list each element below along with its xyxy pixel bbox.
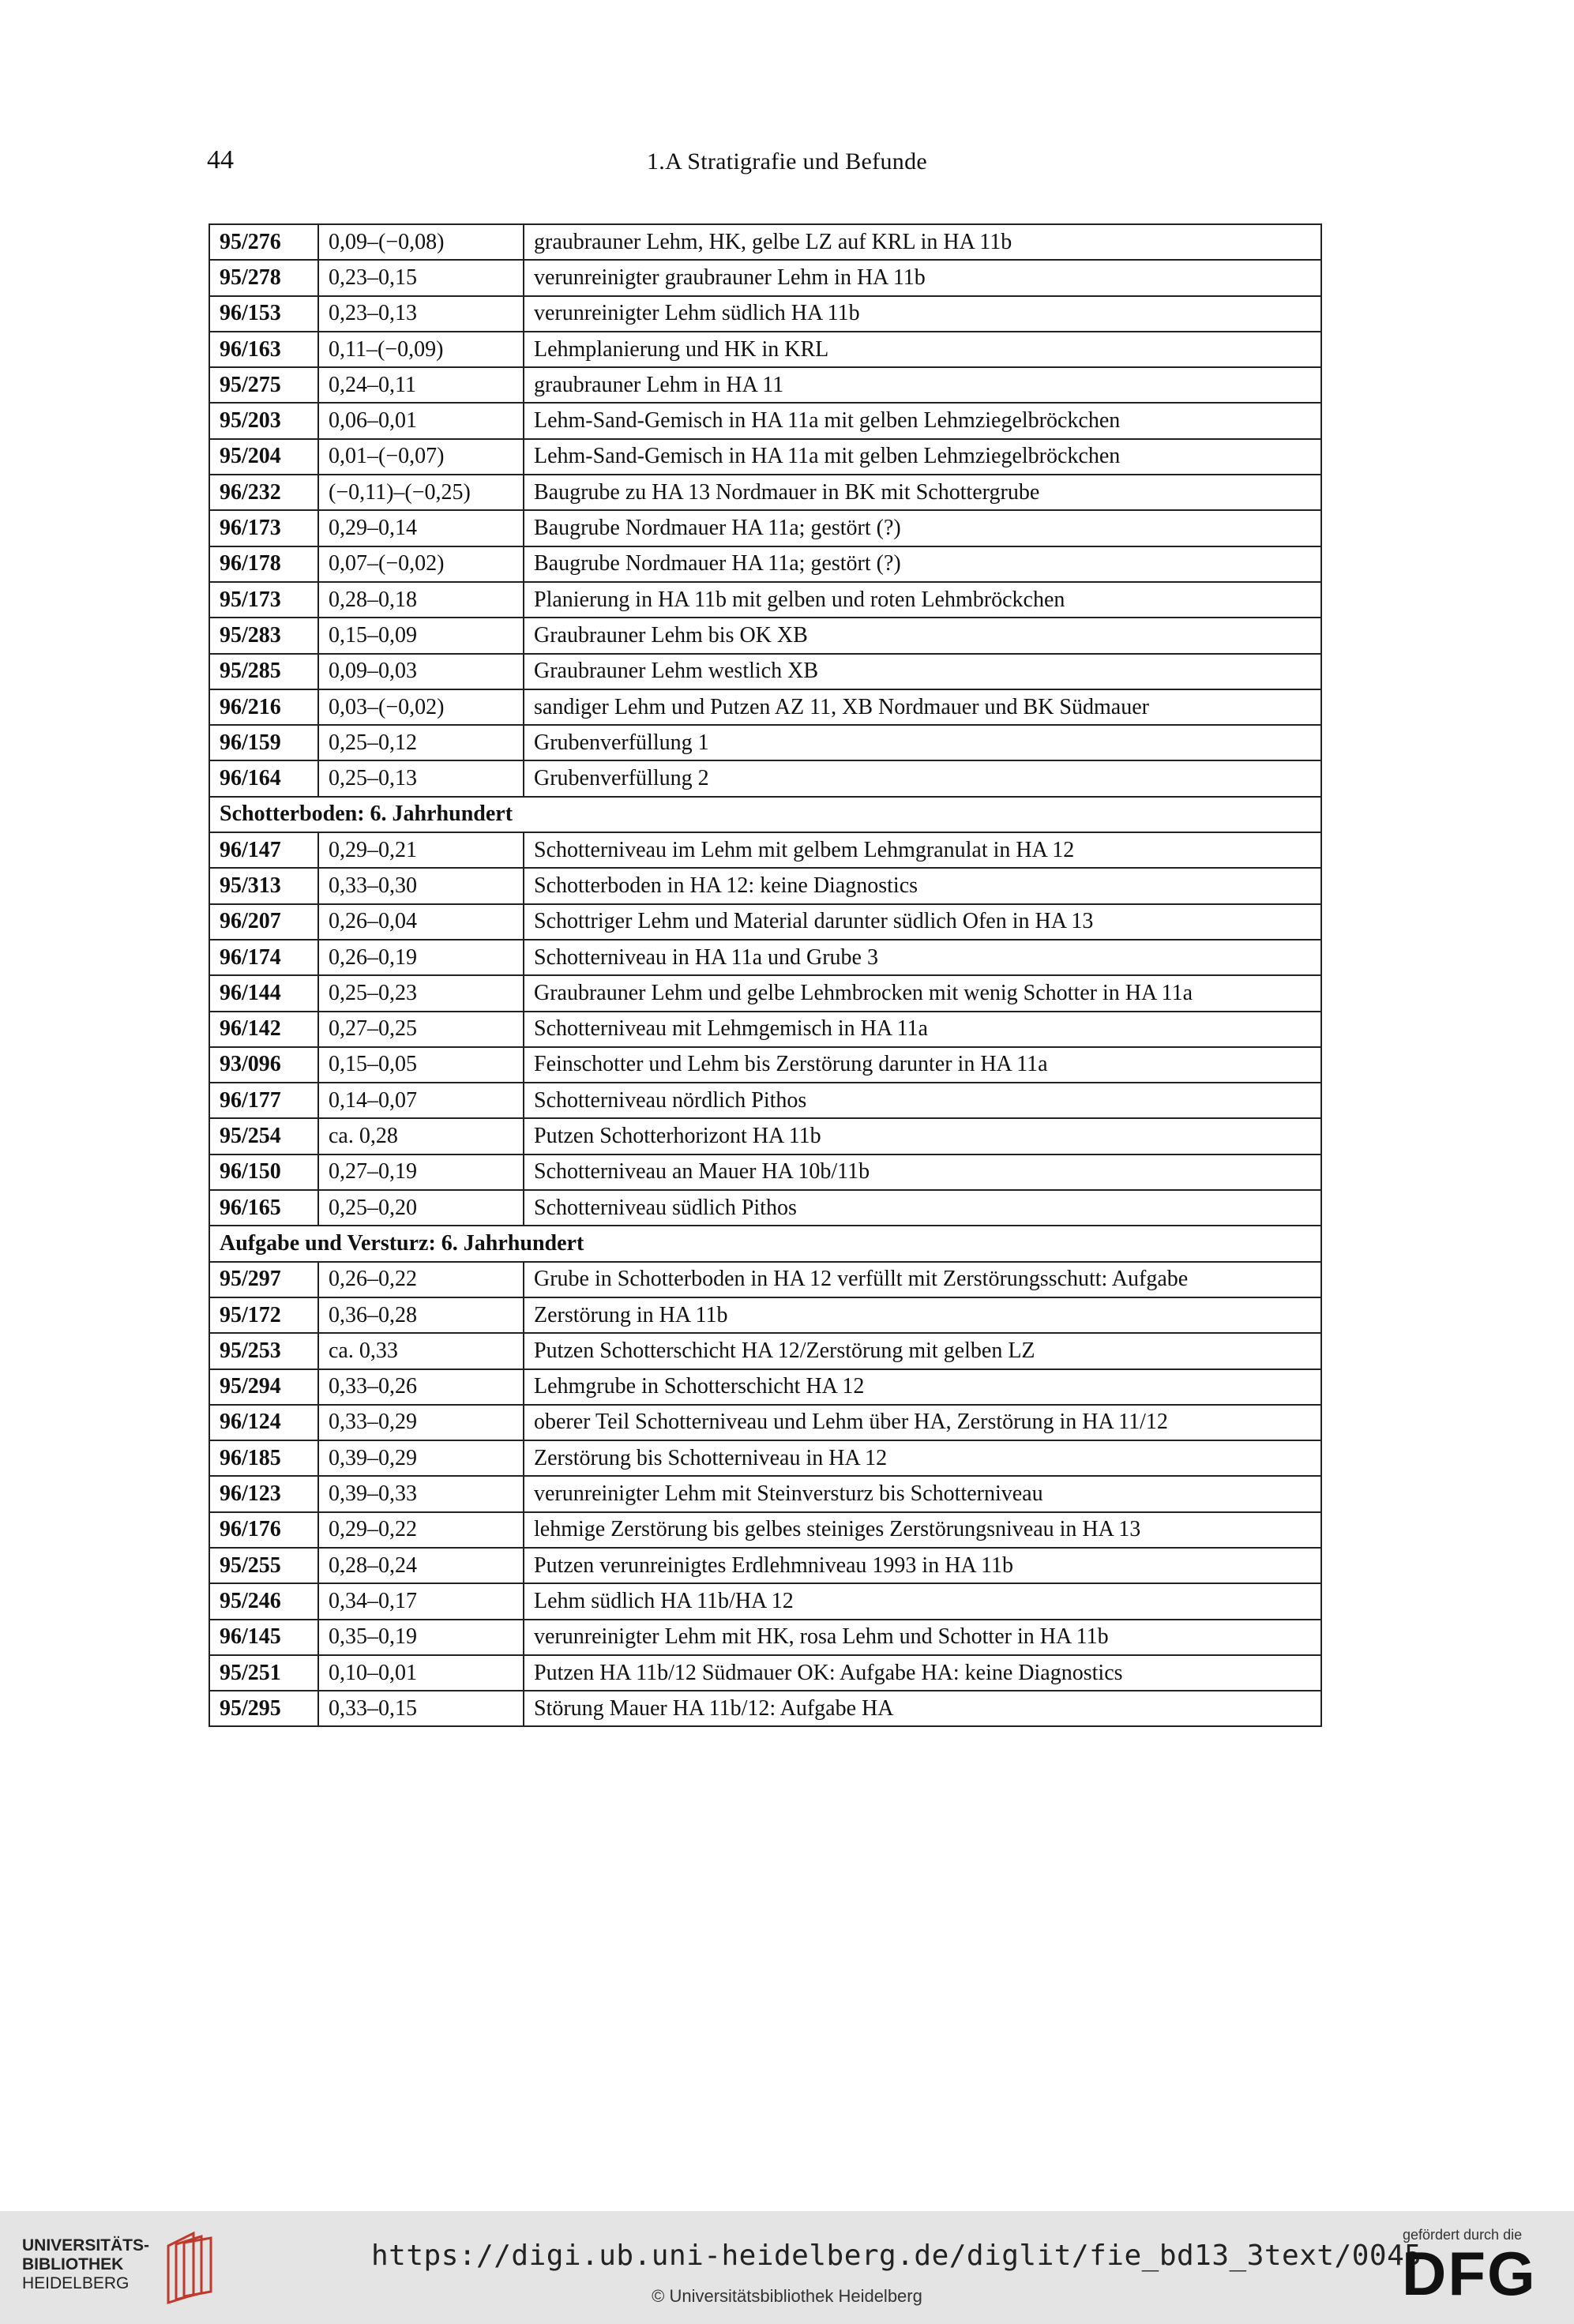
- table-row: [209, 760, 1321, 796]
- find-number-cell: 96/124: [209, 1405, 318, 1440]
- elevation-range-cell: 0,39–0,29: [318, 1440, 524, 1476]
- elevation-range-cell: 0,33–0,15: [318, 1691, 524, 1726]
- elevation-range-cell: 0,23–0,15: [318, 260, 524, 295]
- table-row: [209, 1047, 1321, 1083]
- find-number-cell: 96/147: [209, 832, 318, 868]
- elevation-range-cell: 0,26–0,04: [318, 904, 524, 940]
- description-cell: Baugrube Nordmauer HA 11a; gestört (?): [524, 546, 1321, 582]
- elevation-range-cell: 0,06–0,01: [318, 403, 524, 438]
- elevation-range-cell: 0,35–0,19: [318, 1620, 524, 1655]
- table-row: [209, 1440, 1321, 1476]
- find-number-cell: 96/177: [209, 1083, 318, 1118]
- elevation-range-cell: 0,15–0,09: [318, 618, 524, 653]
- description-cell: Schotterboden in HA 12: keine Diagnostics: [524, 868, 1321, 903]
- description-cell: Schotterniveau mit Lehmgemisch in HA 11a: [524, 1012, 1321, 1047]
- table-body: [209, 224, 1321, 1726]
- table-row: [209, 475, 1321, 510]
- elevation-range-cell: 0,28–0,24: [318, 1548, 524, 1583]
- running-head: 1.A Stratigrafie und Befunde: [647, 148, 927, 175]
- description-cell: Putzen verunreinigtes Erdlehmniveau 1993 in HA 11b: [524, 1548, 1321, 1583]
- find-number-cell: 96/176: [209, 1512, 318, 1548]
- description-cell: Lehmplanierung und HK in KRL: [524, 332, 1321, 367]
- section-heading: Aufgabe und Versturz: 6. Jahrhundert: [209, 1226, 1321, 1261]
- find-number-cell: 95/173: [209, 582, 318, 618]
- description-cell: verunreinigter Lehm mit Steinversturz bis Schotterniveau: [524, 1476, 1321, 1511]
- table-row: [209, 332, 1321, 367]
- library-name-line1: UNIVERSITÄTS-: [22, 2236, 150, 2255]
- find-number-cell: 95/246: [209, 1583, 318, 1619]
- elevation-range-cell: (−0,11)–(−0,25): [318, 475, 524, 510]
- table-row: [209, 1583, 1321, 1619]
- description-cell: Schotterniveau an Mauer HA 10b/11b: [524, 1154, 1321, 1190]
- elevation-range-cell: 0,29–0,14: [318, 510, 524, 546]
- table-row: [209, 296, 1321, 332]
- find-number-cell: 96/173: [209, 510, 318, 546]
- elevation-range-cell: 0,24–0,11: [318, 367, 524, 403]
- table-row: [209, 1297, 1321, 1333]
- description-cell: Planierung in HA 11b mit gelben und roten Lehmbröckchen: [524, 582, 1321, 618]
- description-cell: Schottriger Lehm und Material darunter südlich Ofen in HA 13: [524, 904, 1321, 940]
- table-row: [209, 1512, 1321, 1548]
- elevation-range-cell: 0,25–0,13: [318, 760, 524, 796]
- find-number-cell: 96/150: [209, 1154, 318, 1190]
- description-cell: Baugrube Nordmauer HA 11a; gestört (?): [524, 510, 1321, 546]
- elevation-range-cell: 0,09–0,03: [318, 654, 524, 689]
- find-number-cell: 95/278: [209, 260, 318, 295]
- elevation-range-cell: 0,25–0,12: [318, 725, 524, 760]
- find-number-cell: 96/232: [209, 475, 318, 510]
- table-row: [209, 689, 1321, 725]
- table-row: [209, 1190, 1321, 1226]
- table-row: [209, 1333, 1321, 1368]
- section-row: [209, 797, 1321, 832]
- description-cell: oberer Teil Schotterniveau und Lehm über HA, Zerstörung in HA 11/12: [524, 1405, 1321, 1440]
- elevation-range-cell: 0,03–(−0,02): [318, 689, 524, 725]
- find-number-cell: 95/297: [209, 1262, 318, 1297]
- find-number-cell: 95/204: [209, 439, 318, 475]
- find-number-cell: 95/172: [209, 1297, 318, 1333]
- elevation-range-cell: 0,29–0,21: [318, 832, 524, 868]
- description-cell: Lehmgrube in Schotterschicht HA 12: [524, 1369, 1321, 1405]
- table-row: [209, 1369, 1321, 1405]
- elevation-range-cell: 0,27–0,19: [318, 1154, 524, 1190]
- elevation-range-cell: 0,25–0,23: [318, 975, 524, 1011]
- find-number-cell: 93/096: [209, 1047, 318, 1083]
- description-cell: Lehm-Sand-Gemisch in HA 11a mit gelben Lehmziegelbröckchen: [524, 403, 1321, 438]
- elevation-range-cell: 0,26–0,19: [318, 940, 524, 975]
- description-cell: Schotterniveau nördlich Pithos: [524, 1083, 1321, 1118]
- stratigraphy-table: [208, 223, 1322, 1727]
- library-name-line3: HEIDELBERG: [22, 2274, 130, 2293]
- table-row: [209, 224, 1321, 260]
- description-cell: Putzen HA 11b/12 Südmauer OK: Aufgabe HA: keine Diagnostics: [524, 1655, 1321, 1691]
- elevation-range-cell: 0,23–0,13: [318, 296, 524, 332]
- table-row: [209, 1405, 1321, 1440]
- find-number-cell: 96/216: [209, 689, 318, 725]
- page-number: 44: [207, 145, 234, 175]
- find-number-cell: 96/174: [209, 940, 318, 975]
- description-cell: Graubrauner Lehm westlich XB: [524, 654, 1321, 689]
- find-number-cell: 96/153: [209, 296, 318, 332]
- table-row: [209, 403, 1321, 438]
- find-number-cell: 95/285: [209, 654, 318, 689]
- table-row: [209, 654, 1321, 689]
- find-number-cell: 96/178: [209, 546, 318, 582]
- description-cell: graubrauner Lehm in HA 11: [524, 367, 1321, 403]
- description-cell: Putzen Schotterhorizont HA 11b: [524, 1118, 1321, 1154]
- description-cell: Graubrauner Lehm und gelbe Lehmbrocken mit wenig Schotter in HA 11a: [524, 975, 1321, 1011]
- table-row: [209, 1083, 1321, 1118]
- find-number-cell: 95/313: [209, 868, 318, 903]
- description-cell: Schotterniveau in HA 11a und Grube 3: [524, 940, 1321, 975]
- description-cell: Schotterniveau im Lehm mit gelbem Lehmgranulat in HA 12: [524, 832, 1321, 868]
- elevation-range-cell: 0,33–0,30: [318, 868, 524, 903]
- table-row: [209, 725, 1321, 760]
- find-number-cell: 96/185: [209, 1440, 318, 1476]
- elevation-range-cell: 0,39–0,33: [318, 1476, 524, 1511]
- elevation-range-cell: 0,29–0,22: [318, 1512, 524, 1548]
- find-number-cell: 96/145: [209, 1620, 318, 1655]
- description-cell: Schotterniveau südlich Pithos: [524, 1190, 1321, 1226]
- elevation-range-cell: 0,34–0,17: [318, 1583, 524, 1619]
- elevation-range-cell: 0,26–0,22: [318, 1262, 524, 1297]
- elevation-range-cell: 0,25–0,20: [318, 1190, 524, 1226]
- table-row: [209, 1655, 1321, 1691]
- table-row: [209, 582, 1321, 618]
- table-row: [209, 260, 1321, 295]
- find-number-cell: 95/255: [209, 1548, 318, 1583]
- copyright-notice: © Universitätsbibliothek Heidelberg: [652, 2286, 922, 2306]
- permalink-url[interactable]: https://digi.ub.uni-heidelberg.de/diglit/fie_bd13_3text/0045: [371, 2240, 1422, 2272]
- elevation-range-cell: 0,33–0,29: [318, 1405, 524, 1440]
- library-logo[interactable]: [22, 2236, 149, 2293]
- description-cell: Lehm südlich HA 11b/HA 12: [524, 1583, 1321, 1619]
- elevation-range-cell: 0,27–0,25: [318, 1012, 524, 1047]
- table-row: [209, 1012, 1321, 1047]
- description-cell: sandiger Lehm und Putzen AZ 11, XB Nordmauer und BK Südmauer: [524, 689, 1321, 725]
- funding-caption: gefördert durch die: [1403, 2227, 1523, 2243]
- find-number-cell: 95/275: [209, 367, 318, 403]
- elevation-range-cell: 0,15–0,05: [318, 1047, 524, 1083]
- dfg-logo[interactable]: DFG: [1402, 2239, 1537, 2308]
- table-row: [209, 510, 1321, 546]
- elevation-range-cell: 0,36–0,28: [318, 1297, 524, 1333]
- description-cell: Zerstörung bis Schotterniveau in HA 12: [524, 1440, 1321, 1476]
- table-row: [209, 1548, 1321, 1583]
- table-row: [209, 832, 1321, 868]
- elevation-range-cell: ca. 0,33: [318, 1333, 524, 1368]
- description-cell: graubrauner Lehm, HK, gelbe LZ auf KRL in HA 11b: [524, 224, 1321, 260]
- find-number-cell: 96/144: [209, 975, 318, 1011]
- find-number-cell: 96/165: [209, 1190, 318, 1226]
- find-number-cell: 95/251: [209, 1655, 318, 1691]
- elevation-range-cell: ca. 0,28: [318, 1118, 524, 1154]
- find-number-cell: 96/163: [209, 332, 318, 367]
- description-cell: Putzen Schotterschicht HA 12/Zerstörung mit gelben LZ: [524, 1333, 1321, 1368]
- description-cell: Störung Mauer HA 11b/12: Aufgabe HA: [524, 1691, 1321, 1726]
- table-row: [209, 904, 1321, 940]
- table-row: [209, 546, 1321, 582]
- table-row: [209, 367, 1321, 403]
- elevation-range-cell: 0,33–0,26: [318, 1369, 524, 1405]
- find-number-cell: 96/164: [209, 760, 318, 796]
- table-row: [209, 1118, 1321, 1154]
- description-cell: verunreinigter Lehm südlich HA 11b: [524, 296, 1321, 332]
- table-row: [209, 1620, 1321, 1655]
- table-row: [209, 975, 1321, 1011]
- elevation-range-cell: 0,14–0,07: [318, 1083, 524, 1118]
- find-number-cell: 95/295: [209, 1691, 318, 1726]
- description-cell: Graubrauner Lehm bis OK XB: [524, 618, 1321, 653]
- find-number-cell: 96/123: [209, 1476, 318, 1511]
- find-number-cell: 95/294: [209, 1369, 318, 1405]
- table-row: [209, 1476, 1321, 1511]
- table-row: [209, 1691, 1321, 1726]
- find-number-cell: 95/283: [209, 618, 318, 653]
- find-number-cell: 95/276: [209, 224, 318, 260]
- elevation-range-cell: 0,10–0,01: [318, 1655, 524, 1691]
- elevation-range-cell: 0,01–(−0,07): [318, 439, 524, 475]
- table-row: [209, 439, 1321, 475]
- description-cell: Lehm-Sand-Gemisch in HA 11a mit gelben Lehmziegelbröckchen: [524, 439, 1321, 475]
- description-cell: verunreinigter Lehm mit HK, rosa Lehm und Schotter in HA 11b: [524, 1620, 1321, 1655]
- description-cell: Grube in Schotterboden in HA 12 verfüllt mit Zerstörungsschutt: Aufgabe: [524, 1262, 1321, 1297]
- table-row: [209, 940, 1321, 975]
- find-number-cell: 96/159: [209, 725, 318, 760]
- table-row: [209, 1262, 1321, 1297]
- description-cell: Grubenverfüllung 1: [524, 725, 1321, 760]
- description-cell: verunreinigter graubrauner Lehm in HA 11b: [524, 260, 1321, 295]
- elevation-range-cell: 0,09–(−0,08): [318, 224, 524, 260]
- description-cell: Baugrube zu HA 13 Nordmauer in BK mit Schottergrube: [524, 475, 1321, 510]
- elevation-range-cell: 0,11–(−0,09): [318, 332, 524, 367]
- table-row: [209, 1154, 1321, 1190]
- description-cell: Feinschotter und Lehm bis Zerstörung darunter in HA 11a: [524, 1047, 1321, 1083]
- elevation-range-cell: 0,28–0,18: [318, 582, 524, 618]
- table-row: [209, 868, 1321, 903]
- section-row: [209, 1226, 1321, 1261]
- elevation-range-cell: 0,07–(−0,02): [318, 546, 524, 582]
- description-cell: lehmige Zerstörung bis gelbes steiniges Zerstörungsniveau in HA 13: [524, 1512, 1321, 1548]
- table-row: [209, 618, 1321, 653]
- find-number-cell: 96/207: [209, 904, 318, 940]
- find-number-cell: 96/142: [209, 1012, 318, 1047]
- description-cell: Zerstörung in HA 11b: [524, 1297, 1321, 1333]
- library-name-line2: BIBLIOTHEK: [22, 2255, 124, 2274]
- section-heading: Schotterboden: 6. Jahrhundert: [209, 797, 1321, 832]
- find-number-cell: 95/203: [209, 403, 318, 438]
- description-cell: Grubenverfüllung 2: [524, 760, 1321, 796]
- find-number-cell: 95/254: [209, 1118, 318, 1154]
- find-number-cell: 95/253: [209, 1333, 318, 1368]
